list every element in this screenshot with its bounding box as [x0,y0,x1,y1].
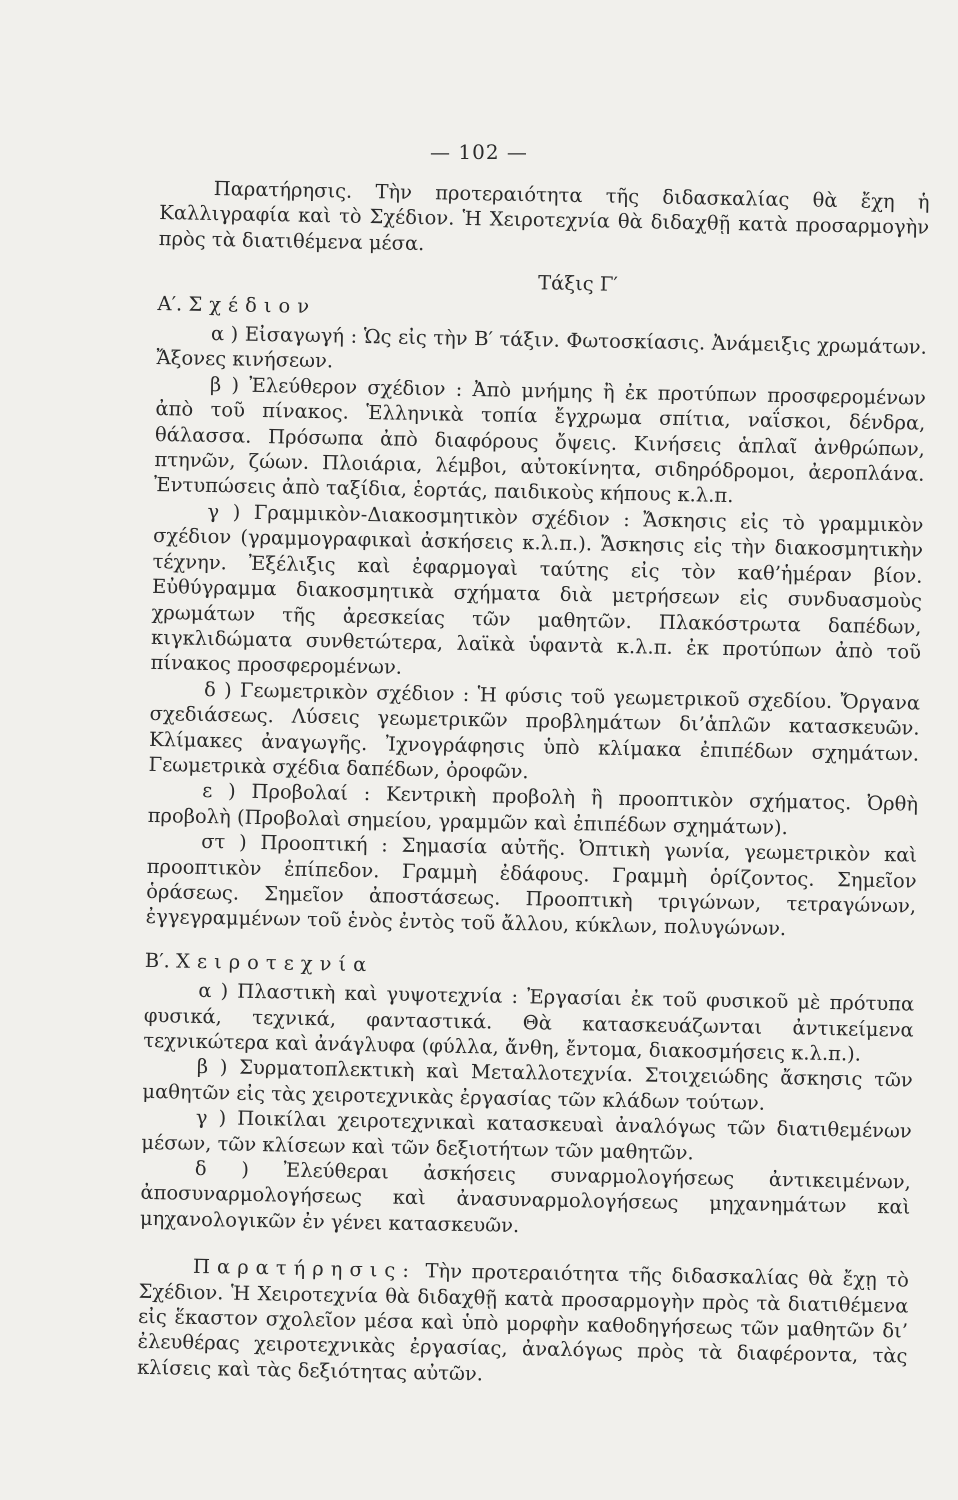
note-bottom [137,1253,909,1395]
page-content [137,175,930,1395]
section-b-item-2: β ) Συρματοπλεκτικὴ καὶ Μεταλλοτεχνία. Στοιχειώδης ἄσκησις τῶν μαθητῶν εἰς τὰς χειροτεχνικὰς ἐργασίας τῶν κλάδων τούτων. [142,1055,913,1115]
section-a-item-2: β ) Ἐλεύθερον σχέδιον : Ἀπὸ μνήμης ἢ ἐκ προτύπων προσφερομένων ἀπὸ τοῦ πίνακος. Ἑλληνικὰ τοπία ἔγχρωμα σπίτια, ναΐσκοι, δένδρα, θάλασσα. Πρόσωπα ἀπὸ διαφόρους ὄψεις. Κινήσεις ἁπλαῖ ἀνθρώπων, πτηνῶν, ζώων. Πλοιάρια, λέμβοι, αὐτοκίνητα, σιδηρόδρομοι, ἀεροπλάνα. Ἐντυπώσεις ἀπὸ ταξίδια, ἑορτάς, παιδικοὺς κήπους κ.λ.π. [153,372,927,508]
section-a-item-1: α ) Εἰσαγωγή : Ὡς εἰς τὴν Β′ τάξιν. Φωτοσκίασις. Ἀνάμειξις χρωμάτων. Ἄξονες κινήσεων. [156,322,928,373]
note-bottom-text: Τὴν προτεραιότητα τῆς διδασκαλίας θὰ ἔχῃ τὸ Σχέδιον. Ἡ Χειροτεχνία θὰ διδαχθῇ κατὰ προσαρμογὴν πρὸς τὰ διατιθέμενα εἰς ἕκαστον σχολεῖον μέσα καὶ ὑπὸ μορφὴν καθοδηγήσεως τῶν μαθητῶν δι’ ἐλευθέρας χειροτεχνικὰς ἐργασίας, ἀναλόγως πρὸς τὰ διαφέροντα, τὰς κλίσεις καὶ τὰς δεξιότητας αὐτῶν. [136,1259,910,1386]
class-title: Τάξις Γ′ [537,271,619,297]
section-b-item-3: γ ) Ποικίλαι χειροτεχνικαὶ κατασκευαὶ ἀναλόγως τῶν διατιθεμένων μέσων, τῶν κλίσεων καὶ τῶν δεξιοτήτων τῶν μαθητῶν. [141,1106,913,1165]
section-a-item-3: γ ) Γραμμικὸν-Διακοσμητικὸν σχέδιον : Ἄσκησις εἰς τὸ γραμμικὸν σχέδιον (γραμμογραφικαὶ ἀσκήσεις κ.λ.π.). Ἄσκησις εἰς τὴν διακοσμητικὴν τέχνην. Ἐξέλιξις καὶ ἐφαρμογαὶ ταύτης εἰς τὸν καθ’ἡμέραν βίον. Εὐθύγραμμα διακοσμητικὰ σχήματα διὰ μετρήσεων εἰς συνδυασμοὺς χρωμάτων τῆς ἀρεσκείας τῶν μαθητῶν. Πλακόστρωτα δαπέδων, κιγκλιδώματα συνθετώτερα, λαϊκὰ ὑφαντὰ κ.λ.π. ἐκ προτύπων ἀπὸ τοῦ πίνακος προσφερομένων. [150,499,924,680]
section-b-item-4: δ ) Ἐλεύθεραι ἀσκήσεις συναρμολογήσεως ἀντικειμένων, ἀποσυναρμολογήσεως καὶ ἀνασυναρμολογήσεως μηχανημάτων καὶ μηχανολογικῶν ἐν γένει κατασκευῶν. [139,1156,912,1237]
note-bottom-label: Παρατήρησις: [192,1255,417,1283]
page-number: — 102 — [430,140,528,164]
section-b-item-1: α ) Πλαστικὴ καὶ γυψοτεχνία : Ἐργασίαι ἐκ τοῦ φυσικοῦ μὲ πρότυπα φυσικά, τεχνικά, φανταστικά. Θὰ κατασκευάζωνται ἀντικείμενα τεχνικώτερα καὶ ἀνάγλυφα (φύλλα, ἄνθη, ἔντομα, διακοσμήσεις κ.λ.π.). [143,979,915,1066]
section-a-title: Σχέδιον [188,292,317,318]
section-b-number: Β′. [144,948,171,973]
note-top: Παρατήρησις. Τὴν προτεραιότητα τῆς διδασκαλίας θὰ ἔχη ἡ Καλλιγραφία καὶ τὸ Σχέδιον. Ἡ Χειροτεχνία θὰ διδαχθῇ κατὰ προσαρμογὴν πρὸς τὰ διατιθέμενα μέσα. [158,177,930,255]
section-a-item-5: ε ) Προβολαί : Κεντρικὴ προβολὴ ἢ προοπτικὸν σχήματος. Ὀρθὴ προβολὴ (Προβολαὶ σημείου, γραμμῶν καὶ ἐπιπέδων σχημάτων). [147,779,919,839]
section-a-item-4: δ ) Γεωμετρικὸν σχέδιον : Ἡ φύσις τοῦ γεωμετρικοῦ σχεδίου. Ὄργανα σχεδιάσεως. Λύσεις γεωμετρικῶν προβλημάτων δι’ἁπλῶν κατασκευῶν. Κλίμακες ἀναγωγῆς. Ἰχνογράφησις ὑπὸ κλίμακα ἐπιπέδων σχημάτων. Γεωμετρικὰ σχέδια δαπέδων, ὀροφῶν. [148,677,921,784]
section-a-number: Α′. [157,291,183,316]
section-a-item-6: στ ) Προοπτική : Σημασία αὐτῆς. Ὀπτικὴ γωνία, γεωμετρικὸν καὶ προοπτικὸν ἐπίπεδον. Γραμμὴ ἐδάφους. Γραμμὴ ὁρίζοντος. Σημεῖον ὁράσεως. Σημεῖον ἀποστάσεως. Προοπτικὴ τριγώνων, τετραγώνων, ἐγγεγραμμένων τοῦ ἑνὸς ἐντὸς τοῦ ἄλλου, κύκλων, πολυγώνων. [145,830,918,941]
section-b-title: Χειροτεχνία [175,949,374,977]
